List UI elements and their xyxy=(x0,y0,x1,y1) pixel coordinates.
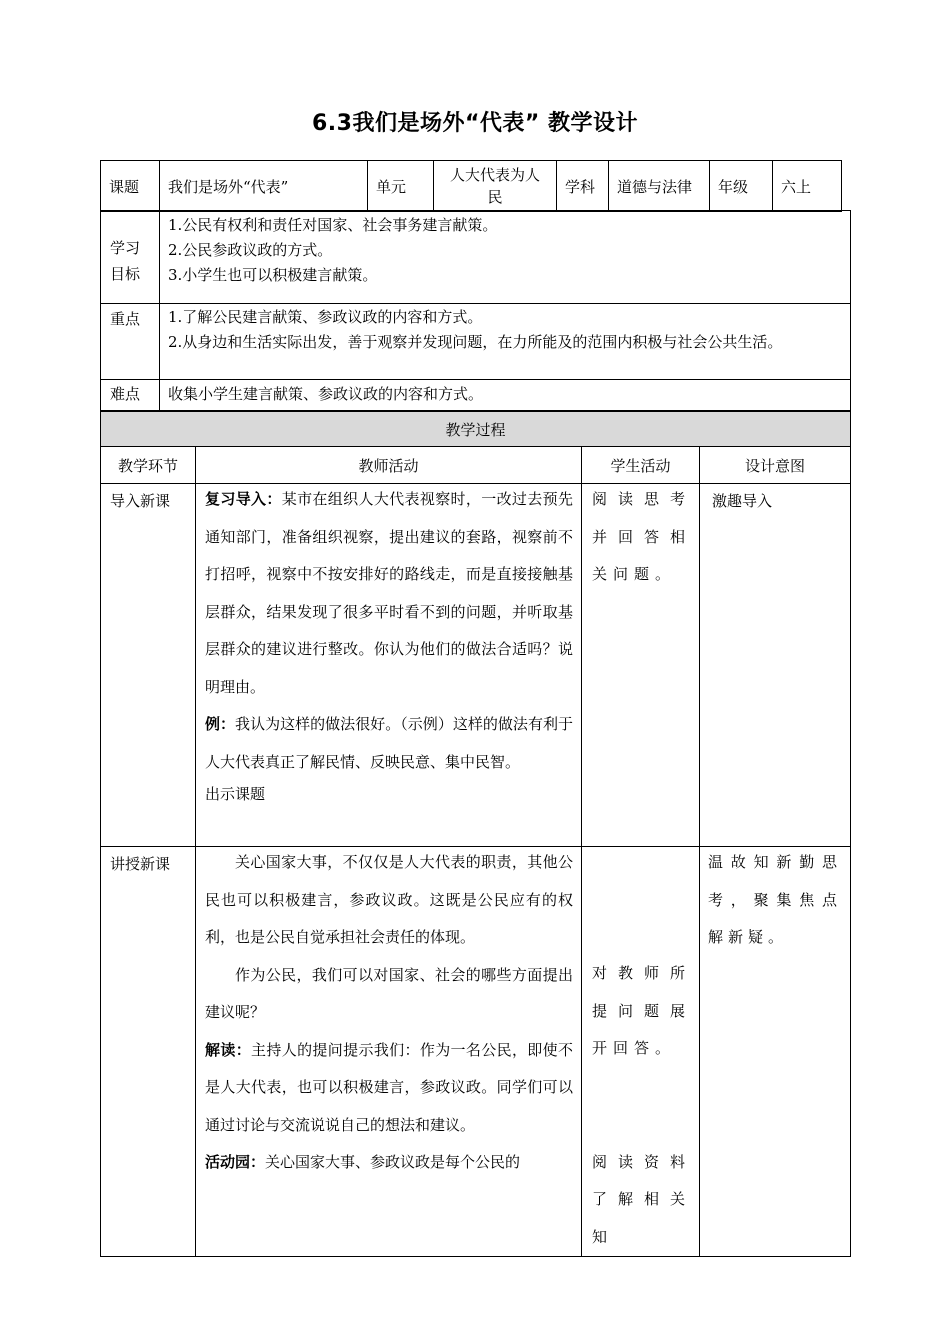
difficulty-text: 收集小学生建言献策、参政议政的内容和方式。 xyxy=(160,380,851,411)
lesson-label: 课题 xyxy=(101,161,160,212)
stage-new: 讲授新课 xyxy=(101,847,196,1257)
col-student: 学生活动 xyxy=(582,447,700,484)
student-new: 对教师所提问题展开回答。 阅读资料了解相关知 xyxy=(582,847,700,1257)
review-text: 某市在组织人大代表视察时，一改过去预先通知部门，准备组织视察，提出建议的套路，视察前不打招呼，视察中不按安排好的路线走，而是直接接触基层群众，结果发现了很多平时看不到的问题，并听取基层群众的建议进行整改。你认为他们的做法合适吗？说明理由。 xyxy=(205,490,573,696)
subject-value: 道德与法律 xyxy=(609,161,710,212)
review-label: 复习导入： xyxy=(205,490,282,508)
goal-item: 2.公民参政议政的方式。 xyxy=(168,241,333,259)
key-item: 1.了解公民建言献策、参政议政的内容和方式。 xyxy=(168,308,483,326)
example-text: 我认为这样的做法很好。（示例）这样的做法有利于人大代表真正了解民情、反映民意、集中民智。 xyxy=(205,715,573,771)
goals-table xyxy=(100,210,851,411)
key-item: 2.从身边和生活实际出发，善于观察并发现问题，在力所能及的范围内积极与社会公共生活。 xyxy=(168,333,783,351)
lesson-value: 我们是场外“代表” xyxy=(160,161,368,212)
info-table xyxy=(100,160,842,212)
unit-label: 单元 xyxy=(368,161,434,212)
col-intent: 设计意图 xyxy=(700,447,851,484)
teacher-p2: 作为公民，我们可以对国家、社会的哪些方面提出建议呢？ xyxy=(205,965,573,1021)
process-table xyxy=(100,411,851,1257)
show-topic: 出示课题 xyxy=(205,785,266,803)
goal-item: 1.公民有权利和责任对国家、社会事务建言献策。 xyxy=(168,216,498,234)
interpret-label: 解读： xyxy=(205,1040,252,1059)
activity-label: 活动园： xyxy=(205,1153,266,1171)
stage-intro: 导入新课 xyxy=(101,484,196,847)
interpret-text: 主持人的提问提示我们：作为一名公民，即使不是人大代表，也可以积极建言，参政议政。同学们可以通过讨论与交流说说自己的想法和建议。 xyxy=(205,1040,573,1134)
col-teacher: 教师活动 xyxy=(196,447,582,484)
teacher-p1: 关心国家大事，不仅仅是人大代表的职责，其他公民也可以积极建言，参政议政。这既是公民应有的权利，也是公民自觉承担社会责任的体现。 xyxy=(205,853,573,946)
unit-value: 人大代表为人民 xyxy=(434,161,557,212)
page-title: 6.3我们是场外“代表” 教学设计 xyxy=(311,111,639,136)
grade-label: 年级 xyxy=(710,161,773,212)
difficulty-label: 难点 xyxy=(101,380,160,411)
key-list xyxy=(160,304,851,380)
goals-list xyxy=(160,211,851,304)
teacher-new xyxy=(196,847,582,1257)
process-header: 教学过程 xyxy=(101,412,851,447)
student-intro: 阅读思考并回答相关问题。 xyxy=(582,484,700,847)
activity-text: 关心国家大事、参政议政是每个公民的 xyxy=(265,1153,521,1171)
example-label: 例： xyxy=(205,715,236,733)
key-label: 重点 xyxy=(101,304,160,380)
goals-label: 学习目标 xyxy=(101,211,160,304)
goal-item: 3.小学生也可以积极建言献策。 xyxy=(168,266,378,284)
col-stage: 教学环节 xyxy=(101,447,196,484)
teacher-intro xyxy=(196,484,582,847)
intent-new: 温故知新勤思考，聚集焦点解新疑。 xyxy=(700,847,851,1257)
intent-intro: 激趣导入 xyxy=(700,484,851,847)
subject-label: 学科 xyxy=(557,161,609,212)
grade-value: 六上 xyxy=(773,161,842,212)
